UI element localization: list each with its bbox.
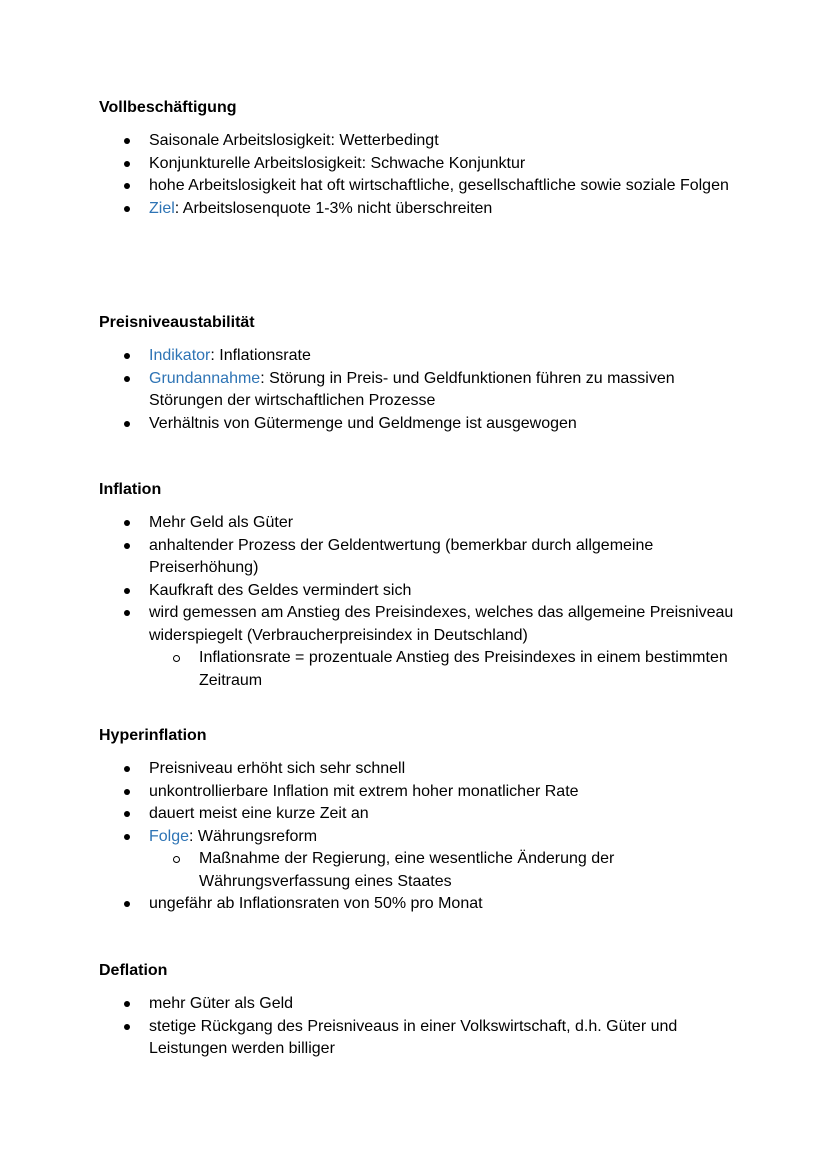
bullet-list: [99, 345, 739, 435]
bullet-icon: [124, 183, 130, 189]
sub-list: [149, 848, 739, 893]
bullet-list: [99, 130, 739, 220]
section-heading: Hyperinflation: [99, 727, 207, 744]
circle-bullet-icon: [173, 856, 180, 863]
bullet-icon: [124, 1024, 130, 1030]
sub-list-item: Maßnahme der Regierung, eine wesentliche Änderung der Währungsverfassung eines Staates: [149, 848, 739, 893]
list-item: anhaltender Prozess der Geldentwertung (bemerkbar durch allgemeine Preiserhöhung): [99, 535, 739, 580]
list-item: Ziel: Arbeitslosenquote 1-3% nicht überschreiten: [99, 198, 739, 221]
section-heading: Preisniveaustabilität: [99, 314, 255, 331]
bullet-icon: [124, 811, 130, 817]
list-item: Preisniveau erhöht sich sehr schnell: [99, 758, 739, 781]
list-item: ungefähr ab Inflationsraten von 50% pro Monat: [99, 893, 739, 916]
list-item: Mehr Geld als Güter: [99, 512, 739, 535]
list-item: Konjunkturelle Arbeitslosigkeit: Schwache Konjunktur: [99, 153, 739, 176]
list-item: Kaufkraft des Geldes vermindert sich: [99, 580, 739, 603]
bullet-icon: [124, 610, 130, 616]
bullet-icon: [124, 834, 130, 840]
bullet-icon: [124, 353, 130, 359]
bullet-icon: [124, 901, 130, 907]
list-item: Folge: Währungsreform Maßnahme der Regierung, eine wesentliche Änderung der Währungsverfassung eines Staates: [99, 826, 739, 894]
section-heading: Deflation: [99, 962, 168, 979]
list-item: hohe Arbeitslosigkeit hat oft wirtschaftliche, gesellschaftliche sowie soziale Folgen: [99, 175, 739, 198]
section-inflation: [99, 479, 739, 692]
section-deflation: [99, 960, 739, 1061]
keyword-label: Ziel: [149, 199, 175, 217]
bullet-list: [99, 993, 739, 1061]
keyword-label: Grundannahme: [149, 369, 261, 387]
bullet-icon: [124, 789, 130, 795]
bullet-icon: [124, 421, 130, 427]
bullet-icon: [124, 376, 130, 382]
section-preisniveaustabilitaet: [99, 312, 739, 435]
bullet-icon: [124, 161, 130, 167]
keyword-label: Folge: [149, 827, 190, 845]
section-heading: Inflation: [99, 481, 162, 498]
bullet-icon: [124, 588, 130, 594]
bullet-list: [99, 758, 739, 916]
bullet-icon: [124, 1001, 130, 1007]
circle-bullet-icon: [173, 655, 180, 662]
list-item: Grundannahme: Störung in Preis- und Geldfunktionen führen zu massiven Störungen der wirtschaftlichen Prozesse: [99, 368, 739, 413]
bullet-icon: [124, 520, 130, 526]
bullet-icon: [124, 138, 130, 144]
list-item: unkontrollierbare Inflation mit extrem hoher monatlicher Rate: [99, 781, 739, 804]
bullet-icon: [124, 766, 130, 772]
bullet-list: [99, 512, 739, 692]
list-item: Verhältnis von Gütermenge und Geldmenge ist ausgewogen: [99, 413, 739, 436]
list-item: stetige Rückgang des Preisniveaus in einer Volkswirtschaft, d.h. Güter und Leistungen werden billiger: [99, 1016, 739, 1061]
list-item: wird gemessen am Anstieg des Preisindexes, welches das allgemeine Preisniveau widerspiegelt (Verbraucherpreisindex in Deutschland) Inflationsrate = prozentuale Anstieg des Preisindexes in einem bestimmten Zeitraum: [99, 602, 739, 692]
list-item: Indikator: Inflationsrate: [99, 345, 739, 368]
keyword-label: Indikator: [149, 347, 211, 364]
list-item: mehr Güter als Geld: [99, 993, 739, 1016]
bullet-icon: [124, 206, 130, 212]
section-hyperinflation: [99, 725, 739, 916]
sub-list: [149, 647, 739, 692]
list-item: dauert meist eine kurze Zeit an: [99, 803, 739, 826]
bullet-icon: [124, 543, 130, 549]
section-vollbeschaeftigung: [99, 97, 739, 220]
sub-list-item: Inflationsrate = prozentuale Anstieg des Preisindexes in einem bestimmten Zeitraum: [149, 647, 739, 692]
section-heading: Vollbeschäftigung: [99, 99, 237, 116]
list-item: Saisonale Arbeitslosigkeit: Wetterbedingt: [99, 130, 739, 153]
